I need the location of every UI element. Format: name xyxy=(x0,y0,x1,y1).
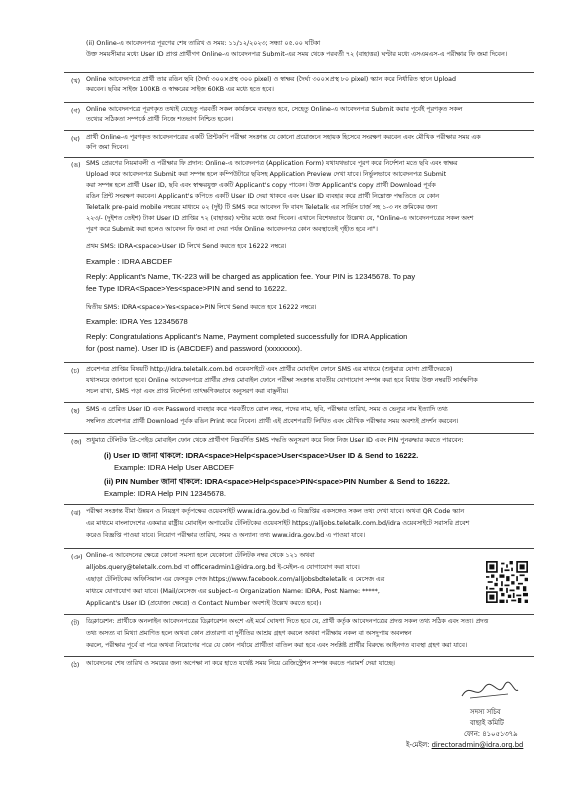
section-uma-line-4: রঙিন প্রিন্ট সংরক্ষণ করবেন। Applicant's কপিতে একটি User ID দেয়া থাকবে এবং User ID ব্যবহার করে প্রার্থী নিম্নোক্ত পদ্ধতিতে যে কোন xyxy=(86,193,440,200)
section-jha-line-1: পরীক্ষা সংক্রান্ত বীমা উন্নয়ন ও নিয়ন্ত্রণ কর্তৃপক্ষের ওয়েবসাইট www.idra.gov.bd এ বিজ্ঞপ্তির একসঙ্গেও সকল তথ্য দেখা যাবে। অথবা QR Code স্ক্যান xyxy=(86,508,465,515)
section-nya-line-5: Applicant's User ID (প্রযোজ্য ক্ষেত্রে) ও Contact Number অবশ্যই উল্লেখ করতে হবে)। xyxy=(86,600,322,607)
sms-second-heading: দ্বিতীয় SMS: IDRA<space>Yes<space>PIN লিখে Send করতে হবে 16222 নম্বরে। xyxy=(86,304,317,311)
sms-first-reply-2: fee Type IDRA<Space>Yes<space>PIN and send to 16222. xyxy=(86,284,287,293)
section-nya-line-1: Online-এ আবেদনের ক্ষেত্রে কোনো সমস্যা হলে যেকোনো টেলিটক নম্বর থেকে ১২১ অথবা xyxy=(86,552,315,559)
section-cha-line-3: সচল রাখা, SMS পড়া এবং প্রাপ্ত নির্দেশনা তাৎক্ষণিকভাবে অনুসরণ করা বাঞ্ছনীয়। xyxy=(86,388,289,395)
section-cha-line-2: যথাসময়ে জানানো হবে। Online আবেদনপত্রে প্রার্থীর প্রদত্ত মোবাইল ফোনে পরীক্ষা সংক্রান্ত যাবতীয় যোগাযোগ সম্পন্ন করা হবে বিধায় উক্ত নম্বরটি সার্বক্ষণিক xyxy=(86,377,478,384)
divider xyxy=(64,157,534,158)
section-gha-line-1: প্রার্থী Online-এ পূরণকৃত আবেদনপত্রের একটি প্রিন্টকপি পরীক্ষা সংক্রান্ত যে কোনো প্রয়োজনে সহায়ক হিসেবে সংরক্ষণ করবেন এবং মৌখিক পরীক্ষার সময় এক xyxy=(86,134,481,141)
section-nya-line-4: মাধ্যমে যোগাযোগ করা যাবে। (Mail/মেসেজ এর subject-এ Organization Name: IDRA, Post Name: *****, xyxy=(86,588,380,595)
divider xyxy=(64,362,534,363)
recover-pin-example: Example: IDRA Help PIN 12345678. xyxy=(104,489,226,498)
section-ga-line-1: Online আবেদনপত্রে পূরণকৃত তথ্যই যেহেতু পরবর্তী সকল কার্যক্রমে ব্যবহৃত হবে, সেহেতু Online-এ আবেদনপত্র Submit করার পূর্বেই পূরণকৃত সকল xyxy=(86,106,463,113)
sms-second-reply-1: Reply: Congratulations Applicant's Name, Payment completed successfully for IDRA Application xyxy=(86,332,408,341)
section-jha-line-2: এর মাধ্যমে বাংলাদেশের একমাত্র রাষ্ট্রীয় মোবাইল অপারেটর টেলিটকের ওয়েবসাইট https://alljobs.teletalk.com.bd/idra ওয়েবসাইটে সরাসরি প্রবেশ xyxy=(86,520,470,527)
sms-first-example: Example : IDRA ABCDEF xyxy=(86,257,173,266)
sms-second-example: Example: IDRA Yes 12345678 xyxy=(86,317,188,326)
deadline-subnote: উক্ত সময়সীমার মধ্যে User ID প্রাপ্ত প্রার্থীগণ Online-এ আবেদনপত্র Submit-এর সময় থেকে পরবর্তী ৭২ (বাহাত্তর) ঘণ্টার মধ্যে এসএমএস-এ পরীক্ষার ফি জমা দিবেন। xyxy=(86,51,507,58)
section-marker-ga: (গ) xyxy=(71,108,81,115)
section-uma-line-6: ২২৩/- (দুইশত তেইশ) টাকা User ID প্রাপ্তির ৭২ (বাহাত্তর) ঘণ্টার মধ্যে জমা দিবেন। এখানে বিশেষভাবে উল্লেখ্য যে, "Online-এ আবেদনপত্রের সকল অংশ xyxy=(86,215,474,222)
signature-email-label: ই-মেইল: xyxy=(406,741,430,749)
section-marker-tta: (ট) xyxy=(71,620,80,627)
section-uma-line-3: করা সম্পন্ন হলে প্রার্থী User ID, ছবি এবং স্বাক্ষরযুক্ত একটি Applicant's copy পাবেন। উক্ত Applicant's copy প্রার্থী Download পূর্বক xyxy=(86,182,436,189)
sms-first-reply-1: Reply: Applicant's Name, TK-223 will be charged as application fee. Your PIN is 12345678. To pay xyxy=(86,272,416,281)
section-ga-line-2: তথ্যের সঠিকতা সম্পর্কে প্রার্থী নিজে শতভাগ নিশ্চিত হবেন। xyxy=(86,116,233,123)
section-uma-line-1: SMS প্রেরণের নিয়মাবলী ও পরীক্ষার ফি প্রদান: Online-এ আবেদনপত্র (Application Form) যথাযথভাবে পূরণ করে নির্দেশনা মতে ছবি এবং স্বাক্ষর xyxy=(86,160,458,167)
section-marker-ja: (জ) xyxy=(71,439,82,446)
section-ttha-line-1: আবেদনের শেষ তারিখ ও সময়ের জন্য অপেক্ষা না করে হাতে যথেষ্ট সময় নিয়ে রেজিস্ট্রেশন সম্পন্ন করতে পরামর্শ দেয়া যাচ্ছে। xyxy=(86,660,395,667)
section-cha-line-1: প্রবেশপত্র প্রাপ্তির বিষয়টি http://idra.teletalk.com.bd ওয়েবসাইটে এবং প্রার্থীর মোবাইল ফোনে SMS এর মাধ্যমে (শুধুমাত্র যোগ্য প্রার্থীদেরকে) xyxy=(86,366,453,373)
section-uma-line-5: Teletalk pre-paid mobile নম্বরের মাধ্যমে ০২ (দুই) টি SMS করে আবেদন ফি বাবদ Teletalk এর সার্ভিস চার্জ সহ ১-৩ নং ক্রমিকের জন্য xyxy=(86,204,438,211)
section-kha-line-2: করবেন। ছবির সাইজ 100KB ও স্বাক্ষরের সাইজ 60KB এর মধ্যে হতে হবে। xyxy=(86,86,274,93)
signature-email-line xyxy=(406,741,523,749)
section-marker-gha: (ঘ) xyxy=(71,136,80,143)
recover-user-id: (i) User ID জানা থাকলে: IDRA<space>Help<space>User<space>User ID & Send to 16222. xyxy=(104,451,419,460)
section-ja-line-1: শুধুমাত্র টেলিটক প্রি-পেইড মোবাইল ফোন থেকে প্রার্থীগণ নিম্নবর্ণিত SMS পদ্ধতি অনুসরণ করে নিজ নিজ User ID এবং PIN পুনরুদ্ধার করতে পারবেন: xyxy=(86,437,464,444)
divider xyxy=(64,614,534,615)
signature-email-link[interactable]: directoradmin@idra.org.bd xyxy=(431,741,524,749)
divider xyxy=(64,433,534,434)
section-marker-ttha: (ঠ) xyxy=(71,662,80,669)
divider xyxy=(64,72,534,73)
recover-user-id-example: Example: IDRA Help User ABCDEF xyxy=(114,463,234,472)
section-marker-nya: (ঞ) xyxy=(71,554,83,561)
section-chha-line-1: SMS এ প্রেরিত User ID এবং Password ব্যবহার করে পরবর্তীতে রোল নম্বর, পদের নাম, ছবি, পরীক্ষার তারিখ, সময় ও ভেন্যুর নাম ইত্যাদি তথ্য xyxy=(86,406,448,413)
section-marker-uma: (ঙ) xyxy=(71,162,81,169)
section-kha-line-1: Online আবেদনপত্রে প্রার্থী তার রঙিন ছবি (দৈর্ঘ্য ৩০০×প্রস্থ ৩০০ pixel) ও স্বাক্ষর (দৈর্ঘ্য ৩০০×প্রস্থ ৮০ pixel) স্ক্যান করে নির্ধারিত স্থানে Upload xyxy=(86,76,456,83)
signature-phone: ফোন: ৪১০৫১৩৭৯ xyxy=(464,730,518,738)
section-chha-line-2: সম্বলিত প্রবেশপত্র প্রার্থী Download পূর্বক রঙিন Print করে নিবেন। প্রার্থী এই প্রবেশপত্রটি লিখিত এবং মৌখিক পরীক্ষার সময় অবশ্যই প্রদর্শন করবেন। xyxy=(86,418,459,425)
sms-first-heading: প্রথম SMS: IDRA<space>User ID লিখে Send করতে হবে 16222 নম্বরে। xyxy=(86,243,287,250)
divider xyxy=(64,402,534,403)
recover-pin: (ii) PIN Number জানা থাকলে: IDRA<space>Help<space>PIN<space>PIN Number & Send to 16222. xyxy=(104,477,450,486)
section-tta-line-3: করলে, পরীক্ষার পূর্বে বা পরে অথবা নিয়োগের পরে যে কোন পর্যায়ে প্রার্থীতা বাতিল করা হবে এবং সংশ্লিষ্ট প্রার্থীর বিরুদ্ধে আইনগত ব্যবস্থা গ্রহণ করা যাবে। xyxy=(86,642,468,649)
signature-committee: বাছাই কমিটি xyxy=(470,719,504,727)
section-uma-line-7: পূরণ করে Submit করা হলেও আবেদন ফি জমা না দেয়া পর্যন্ত Online আবেদনপত্র কোন অবস্থাতেই গৃহীত হবে না"। xyxy=(86,226,378,233)
section-marker-jha: (ঝ) xyxy=(71,510,81,517)
deadline-note: (ii) Online-এ আবেদনপত্র পূরণের শেষ তারিখ ও সময়: ১১/১২/২০২৩; সন্ধ্যা ০৫.০০ ঘটিকা xyxy=(86,40,321,47)
divider xyxy=(64,656,534,657)
section-nya-line-3: এছাড়া টেলিটকের অফিসিয়াল এর ফেসবুক পেজ https://www.facebook.com/alljobsbdteletalk এ মেসেজ এর xyxy=(86,576,385,583)
section-nya-line-2: alljobs.query@teletalk.com.bd বা officeradmin1@idra.org.bd ই-মেইল-এ যোগাযোগ করা যাবে। xyxy=(86,564,360,571)
signature-mark-icon xyxy=(458,680,520,702)
signature-title: সদস্য সচিব xyxy=(470,708,501,716)
sms-second-reply-2: for (post name). User ID is (ABCDEF) and password (xxxxxxxx). xyxy=(86,344,303,353)
divider xyxy=(64,548,534,549)
qr-code-icon xyxy=(486,561,528,603)
section-uma-line-2: Upload করে আবেদনপত্র Submit করা সম্পন্ন হলে কম্পিউটারে ছবিসহ Application Preview দেখা যাবে। নির্ভুলভাবে আবেদনপত্র Submit xyxy=(86,171,447,178)
section-gha-line-2: কপি জমা দিবেন। xyxy=(86,144,129,151)
section-tta-line-2: তথ্য অসত্য বা মিথ্যা প্রমাণিত হলে অথবা কোন প্রতারণা বা দুর্নীতির আশ্রয় গ্রহণ করলে অথবা পরীক্ষায় নকল বা অসদুপায় অবলম্বন xyxy=(86,630,412,637)
section-jha-line-3: করেও বিজ্ঞপ্তি পাওয়া যাবে। নিয়োগ পরীক্ষার তারিখ, সময় ও অন্যান্য তথ্য www.idra.gov.bd এ পাওয়া যাবে। xyxy=(86,532,366,539)
section-marker-chha: (ছ) xyxy=(71,408,80,415)
section-tta-line-1: ডিক্লারেশন: প্রার্থীকে অনলাইন আবেদনপত্রের ডিক্লারেশন অংশে এই মর্মে ঘোষণা দিতে হবে যে, প্রার্থী কর্তৃক আবেদনপত্রের প্রদত্ত সকল তথ্য সঠিক এবং সত্য। প্রদত্ত xyxy=(86,618,489,625)
section-marker-kha: (খ) xyxy=(71,78,81,85)
divider xyxy=(64,504,534,505)
section-marker-cha: (চ) xyxy=(71,368,80,375)
divider xyxy=(64,130,534,131)
divider xyxy=(64,102,534,103)
